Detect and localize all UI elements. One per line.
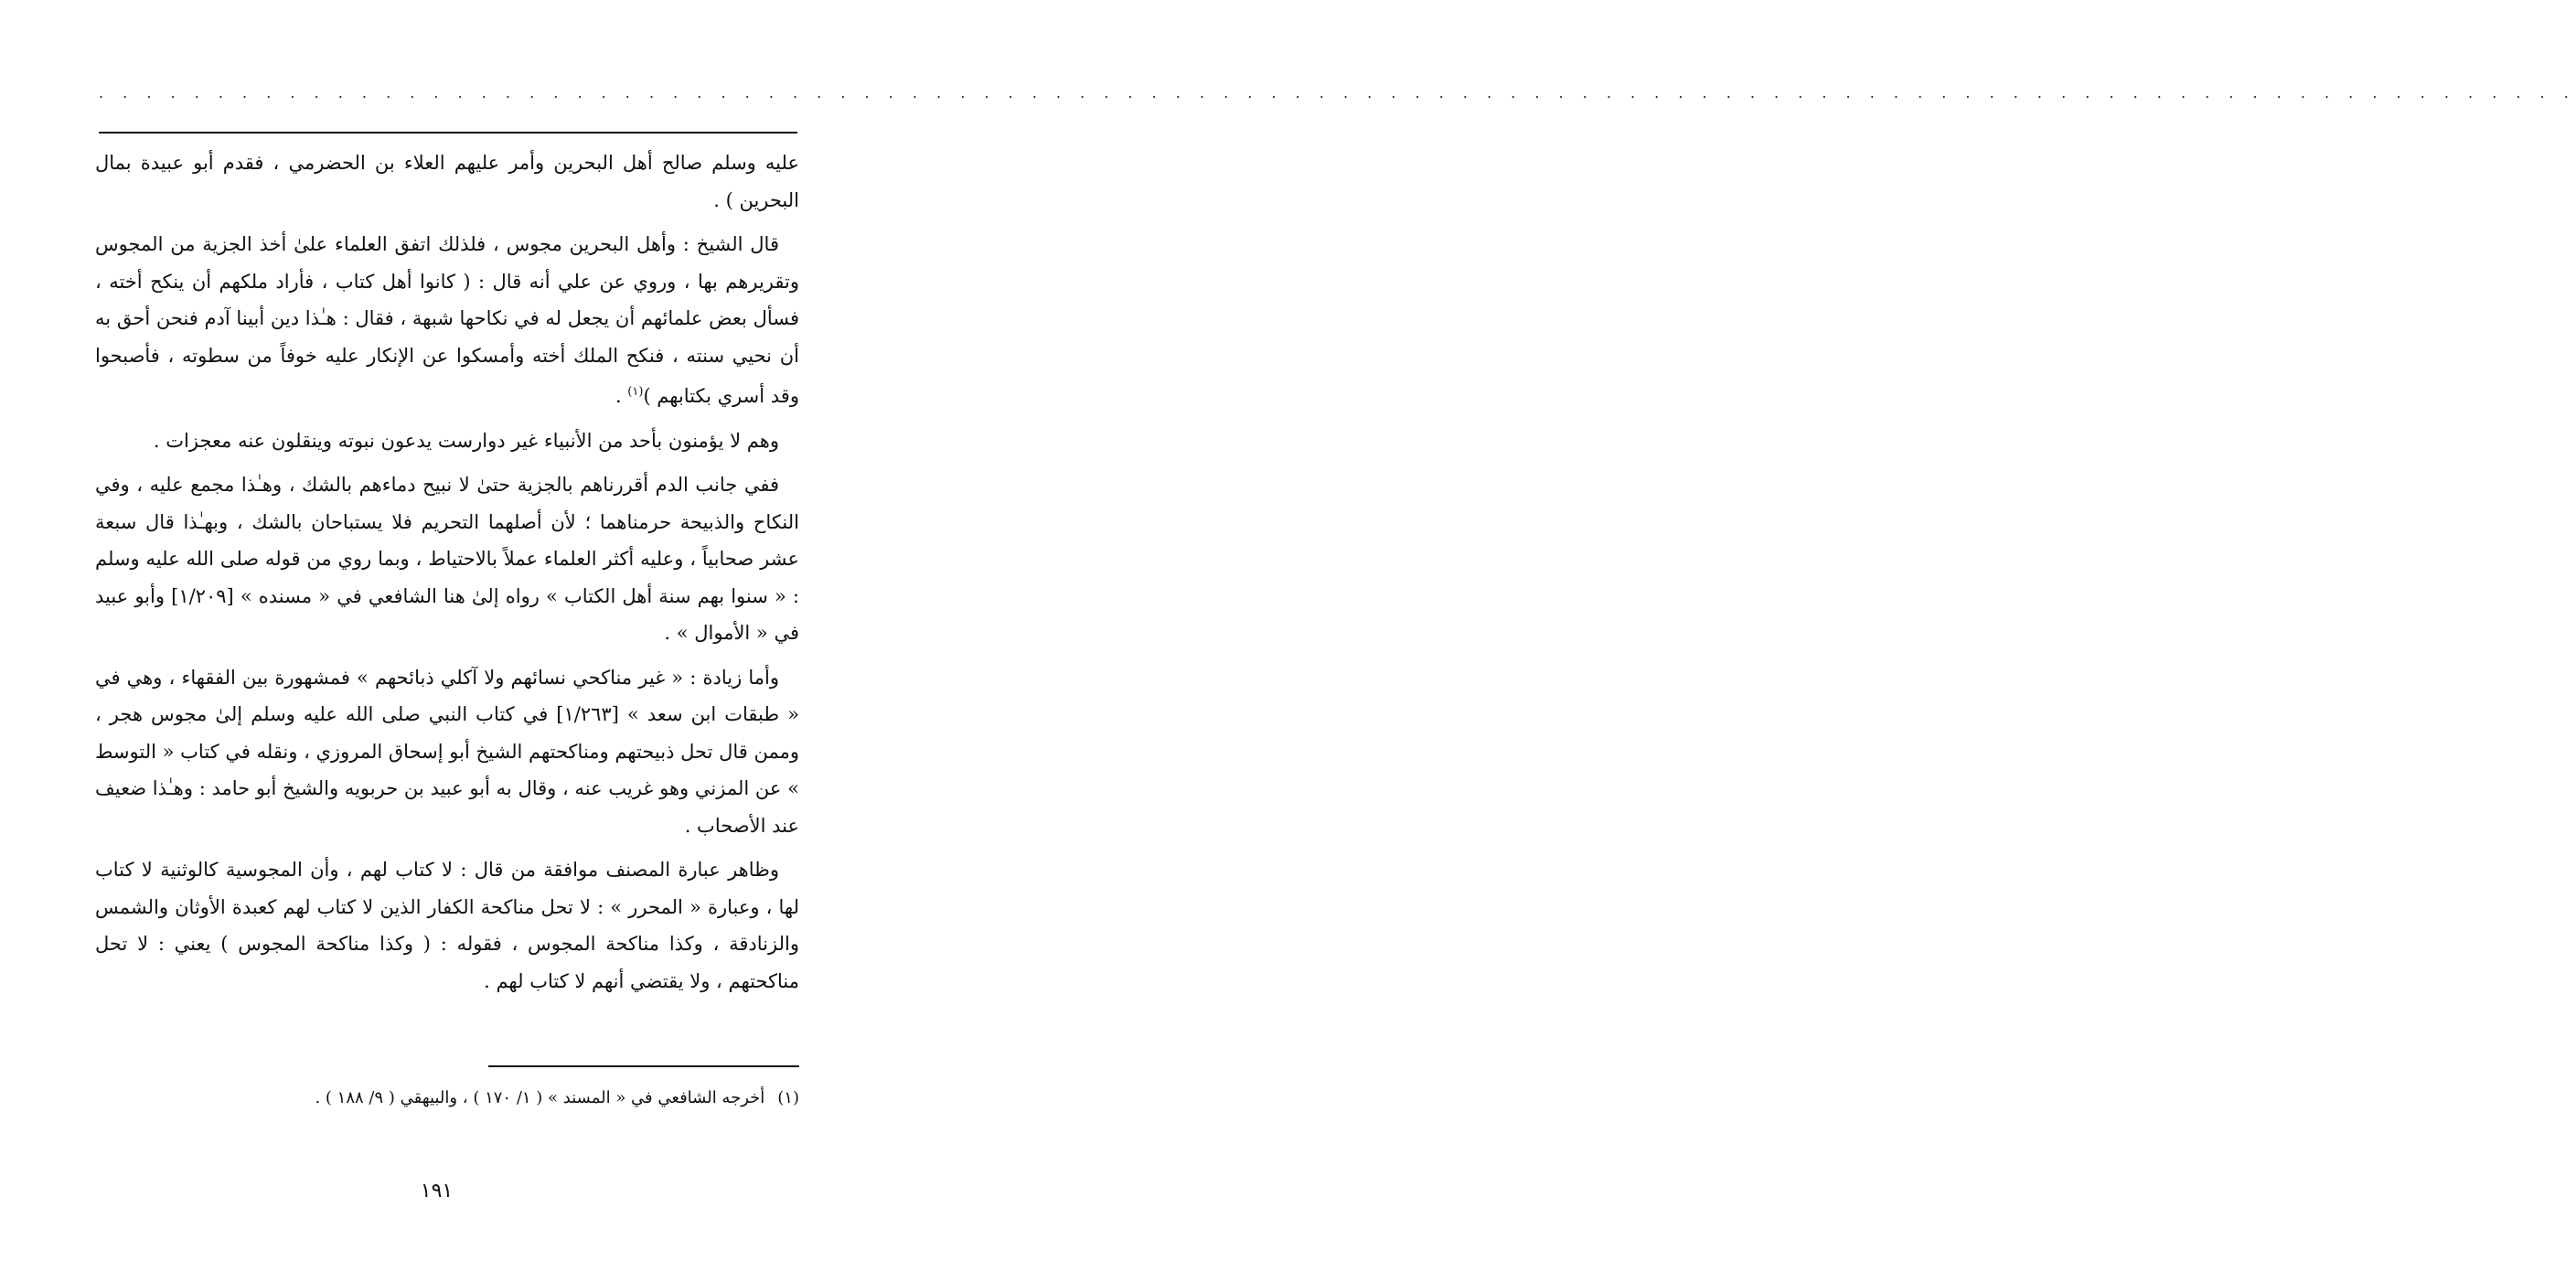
paragraph-5: وأما زيادة : « غير مناكحي نسائهم ولا آكلي ذبائحهم » فمشهورة بين الفقهاء ، وهي في « طبقات ابن سعد » [١/٢٦٣] في كتاب النبي صلى الله عليه وسلم إلىٰ مجوس هجر ، وممن قال تحل ذبيحتهم ومناكحتهم الشيخ أبو إسحاق المروزي ، ونقله في كتاب « التوسط » عن المزني وهو غريب عنه ، وقال به أبو عبيد بن حربويه والشيخ أبو حامد : وهـٰذا ضعيف عند الأصحاب . <box>95 666 799 837</box>
paragraph-4: ففي جانب الدم أقررناهم بالجزية حتىٰ لا نبيح دماءهم بالشك ، وهـٰذا مجمع عليه ، وفي النكاح والذبيحة حرمناهما ؛ لأن أصلهما التحريم فلا يستباحان بالشك ، وبهـٰذا قال سبعة عشر صحابياً ، وعليه أكثر العلماء عملاً بالاحتياط ، وبما روي من قوله صلى الله عليه وسلم : « سنوا بهم سنة أهل الكتاب » رواه إلىٰ هنا الشافعي في « مسنده » [١/٢٠٩] وأبو عبيد في « الأموال » . <box>95 474 799 644</box>
paragraph-1: عليه وسلم صالح أهل البحرين وأمر عليهم العلاء بن الحضرمي ، فقدم أبو عبيدة بمال البحرين ) . <box>95 152 799 211</box>
header-dots: . . . . . . . . . . . . . . . . . . . . . . . . . . . . . . . . . . . . . . . . . . . . . . . . . . . . . . . . . . . . . . . . . . . . . . . . . . . . . . . . . . . . . . . . . . . . . . . . . . . . . . . . <box>99 84 2576 102</box>
paragraph-2-text: قال الشيخ : وأهل البحرين مجوس ، فلذلك اتفق العلماء علىٰ أخذ الجزية من المجوس وتقريرهم بها ، وروي عن علي أنه قال : ( كانوا أهل كتاب ، فأراد ملكهم أن ينكح أخته ، فسأل بعض علمائهم أن يجعل له في نكاحها شبهة ، فقال : هـٰذا دين أبينا آدم فنحن أحق به أن نحيي سنته ، فنكح الملك أخته وأمسكوا عن الإنكار عليه خوفاً من سطوته ، فأصبحوا وقد أسري بكتابهم ) <box>95 233 799 407</box>
paragraph-6: وظاهر عبارة المصنف موافقة من قال : لا كتاب لهم ، وأن المجوسية كالوثنية لا كتاب لها ، وعبارة « المحرر » : لا تحل مناكحة الكفار الذين لا كتاب لهم كعبدة الأوثان والشمس والزنادقة ، وكذا مناكحة المجوس ، فقوله : ( وكذا مناكحة المجوس ) يعني : لا تحل مناكحتهم ، ولا يقتضي أنهم لا كتاب لهم . <box>95 859 799 992</box>
page-number: ١٩١ <box>420 1180 454 1203</box>
footnote-marker[interactable]: (١) <box>627 385 644 399</box>
paragraph-2-end: . <box>615 385 628 407</box>
header-rule <box>99 132 797 134</box>
footnote-text: أخرجه الشافعي في « المسند » ( ١/ ١٧٠ ) ، والبيهقي ( ٩/ ١٨٨ ) . <box>315 1088 765 1107</box>
footnote <box>95 1085 799 1112</box>
paragraph-3: وهم لا يؤمنون بأحد من الأنبياء غير دوارست يدعون نبوته وينقلون عنه معجزات . <box>153 429 779 452</box>
footnote-number: (١) <box>777 1088 799 1107</box>
footnote-rule <box>488 1065 799 1067</box>
main-text <box>95 144 799 1007</box>
paragraph-2 <box>95 226 799 415</box>
